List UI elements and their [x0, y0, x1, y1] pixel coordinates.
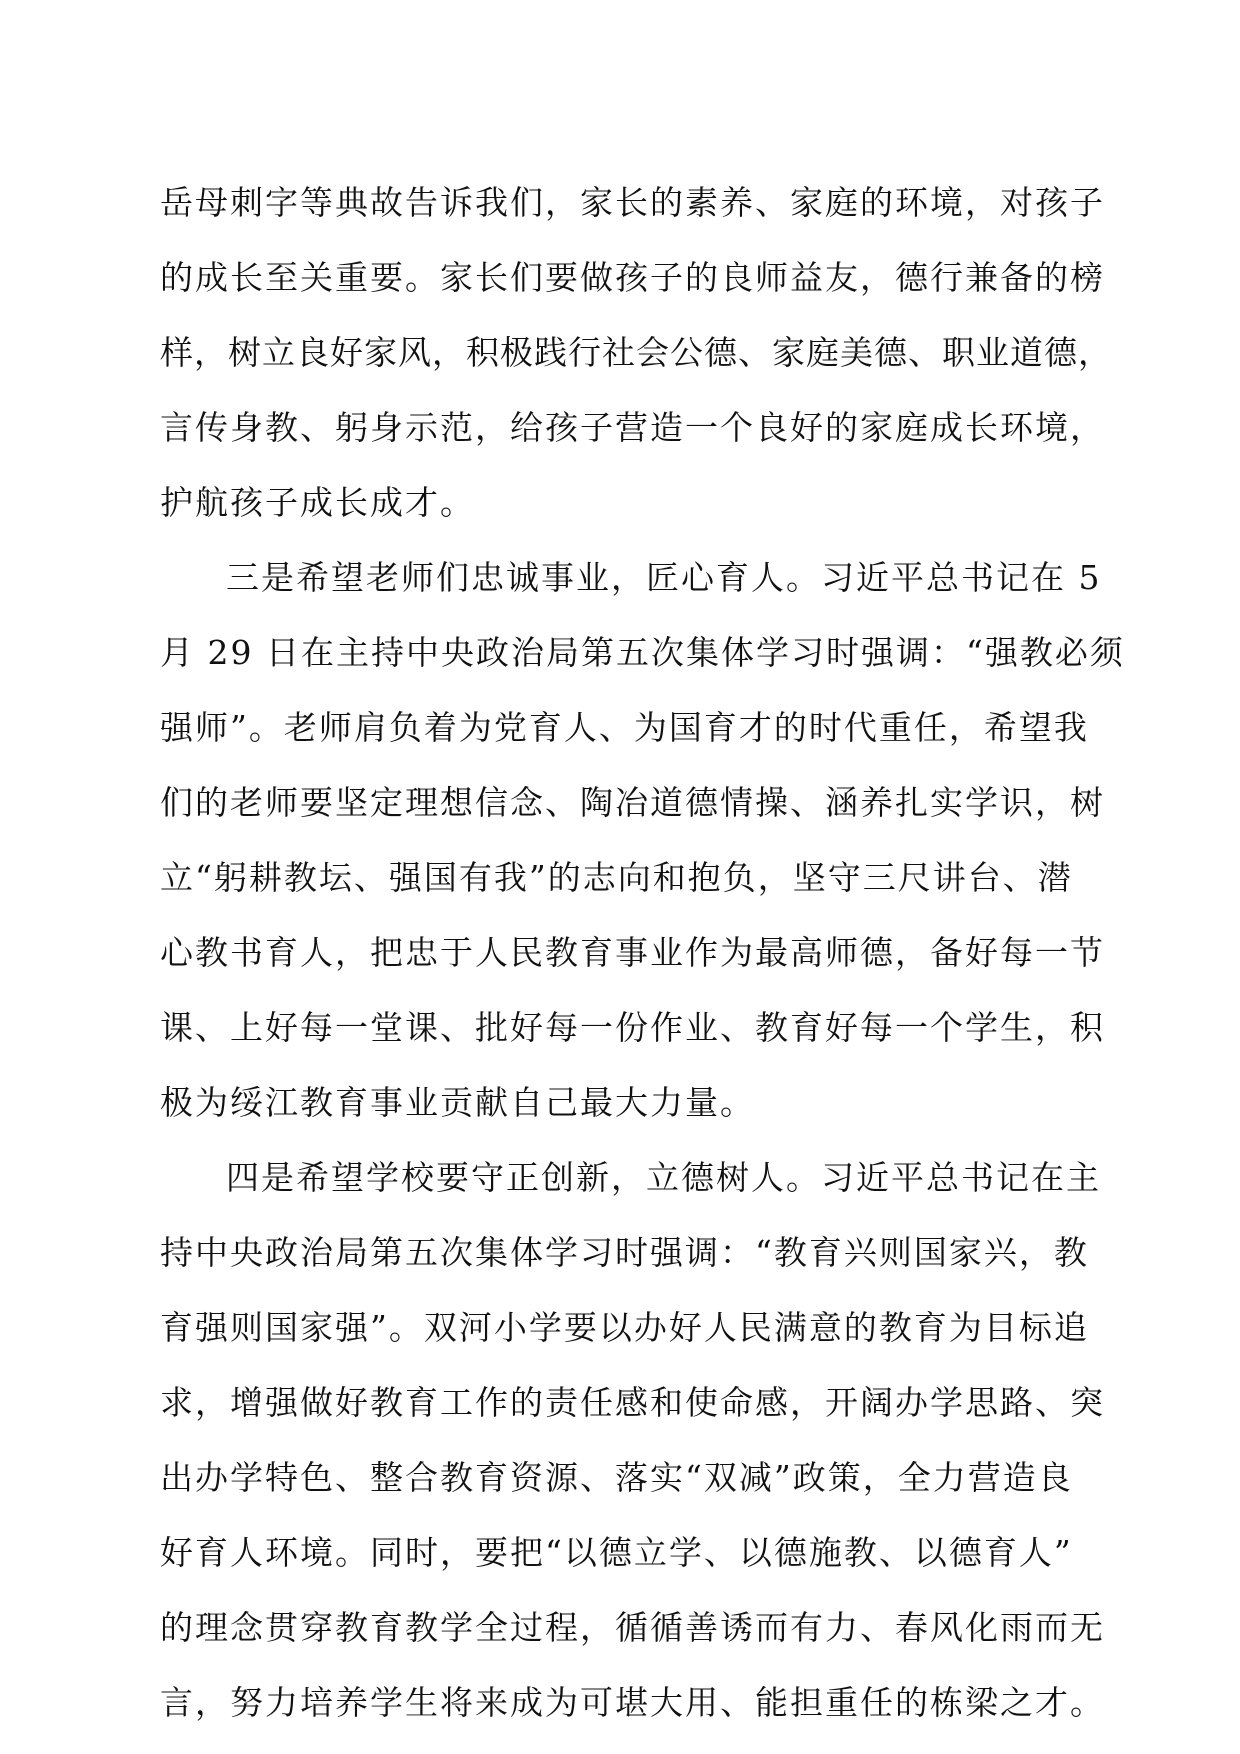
text-line: 月 29 日在主持中央政治局第五次集体学习时强调：“强教必须: [160, 633, 1125, 672]
text-line: 立“躬耕教坛、强国有我”的志向和抱负，坚守三尺讲台、潜: [160, 858, 1073, 897]
document-body: [160, 165, 1125, 1740]
text-line: 岳母刺字等典故告诉我们，家长的素养、家庭的环境，对孩子: [160, 183, 1105, 222]
text-line: 强师”。老师肩负着为党育人、为国育才的时代重任，希望我: [160, 708, 1089, 747]
text-line: 的理念贯穿教育教学全过程，循循善诱而有力、春风化雨而无: [160, 1608, 1105, 1647]
paragraph-first-line: 四是希望学校要守正创新，立德树人。习近平总书记在主: [226, 1158, 1101, 1197]
text-line: 们的老师要坚定理想信念、陶冶道德情操、涵养扎实学识，树: [160, 783, 1105, 822]
text-line: 心教书育人，把忠于人民教育事业作为最高师德，备好每一节: [160, 933, 1105, 972]
text-line: 出办学特色、整合教育资源、落实“双减”政策，全力营造良: [160, 1458, 1073, 1497]
text-line: 求，增强做好教育工作的责任感和使命感，开阔办学思路、突: [160, 1383, 1105, 1422]
text-line: 课、上好每一堂课、批好每一份作业、教育好每一个学生，积: [160, 1008, 1105, 1047]
paragraph-first-line: 三是希望老师们忠诚事业，匠心育人。习近平总书记在 5: [226, 558, 1102, 597]
text-line: 好育人环境。同时，要把“以德立学、以德施教、以德育人”: [160, 1533, 1073, 1572]
text-line: 样，树立良好家风，积极践行社会公德、家庭美德、职业道德，: [160, 333, 1112, 372]
text-line: 极为绥江教育事业贡献自己最大力量。: [160, 1083, 755, 1122]
text-line: 言，努力培养学生将来成为可堪大用、能担重任的栋梁之才。: [160, 1683, 1105, 1722]
text-line: 言传身教、躬身示范，给孩子营造一个良好的家庭成长环境，: [160, 408, 1105, 447]
text-line: 持中央政治局第五次集体学习时强调：“教育兴则国家兴，教: [160, 1233, 1089, 1272]
text-line: 育强则国家强”。双河小学要以办好人民满意的教育为目标追: [160, 1308, 1089, 1347]
text-line: 的成长至关重要。家长们要做孩子的良师益友，德行兼备的榜: [160, 258, 1105, 297]
text-line: 护航孩子成长成才。: [160, 483, 475, 522]
